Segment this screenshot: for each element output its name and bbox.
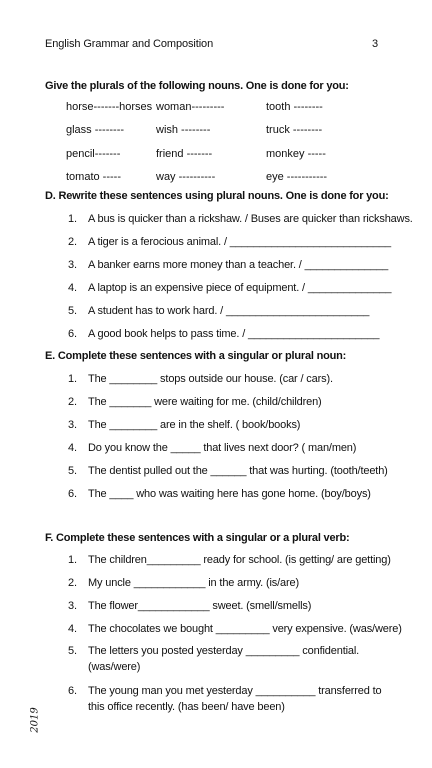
item-text: The dentist pulled out the ______ that was hurting. (tooth/teeth) (88, 465, 388, 477)
item-text: The ____ who was waiting here has gone home. (boy/boys) (88, 488, 371, 500)
item-text: My uncle ____________ in the army. (is/are) (88, 577, 300, 589)
item-text: A good book helps to pass time. / ______________________ (88, 328, 380, 340)
year-text: 2019 (29, 707, 41, 733)
item-text: A bus is quicker than a rickshaw. / Buses are quicker than rickshaws. (88, 213, 413, 225)
item-number: 5. (68, 305, 77, 317)
item-text: The flower____________ sweet. (smell/smells) (88, 600, 312, 612)
item-text: The ________ stops outside our house. (car / cars). (88, 373, 333, 385)
grid-cell: glass -------- (66, 124, 125, 137)
item-text: A tiger is a ferocious animal. / ___________________________ (88, 236, 391, 248)
item-number: 5. (68, 645, 77, 657)
item-number: 1. (68, 213, 77, 225)
item-number: 2. (68, 236, 77, 248)
section-e-item (68, 442, 356, 454)
page-number: 3 (371, 38, 378, 50)
grid-row (66, 95, 366, 119)
grid-cell: woman--------- (156, 100, 225, 113)
item-number: 3. (68, 600, 77, 612)
grid-cell: horse-------horses (66, 100, 153, 113)
item-number: 3. (68, 419, 77, 431)
section-f-item (68, 600, 311, 612)
grid-cell: pencil------- (66, 147, 121, 160)
item-number: 6. (68, 685, 77, 697)
item-number: 6. (68, 488, 77, 500)
grid-cell: truck -------- (266, 124, 323, 137)
grid-cell: monkey ----- (266, 147, 326, 160)
grid-cell: way ---------- (156, 171, 216, 184)
item-text: The chocolates we bought _________ very expensive. (was/were) (88, 623, 402, 635)
page-header (45, 38, 378, 50)
item-number: 3. (68, 259, 77, 271)
section-d-item (68, 236, 391, 248)
grid-row (66, 166, 366, 190)
item-text: A laptop is an expensive piece of equipment. / ______________ (88, 282, 392, 294)
grid-cell: friend ------- (156, 147, 213, 160)
section-e-item (68, 419, 300, 431)
item-text: The ________ are in the shelf. ( book/books) (88, 419, 301, 431)
item-number: 2. (68, 396, 77, 408)
section-e-heading: E. Complete these sentences with a singular or plural noun: (45, 350, 347, 362)
grid-cell: eye ----------- (266, 171, 328, 184)
plural-nouns-heading: Give the plurals of the following nouns. One is done for you: (45, 80, 349, 92)
item-text: The young man you met yesterday __________ transferred to this office recently. (has been/ have been) (88, 685, 382, 713)
item-text: A banker earns more money than a teacher. / ______________ (88, 259, 389, 271)
item-number: 1. (68, 554, 77, 566)
item-text: A student has to work hard. / ________________________ (88, 305, 370, 317)
section-d-item (68, 259, 388, 271)
item-text: The _______ were waiting for me. (child/children) (88, 396, 322, 408)
item-number: 5. (68, 465, 77, 477)
item-text: Do you know the _____ that lives next door? ( man/men) (88, 442, 357, 454)
item-text: The children_________ ready for school. (is getting/ are getting) (88, 554, 391, 566)
grid-row (66, 142, 366, 166)
plural-nouns-grid (66, 95, 366, 189)
section-d-item (68, 328, 379, 340)
section-f-item (68, 554, 391, 566)
section-f-item (68, 643, 388, 675)
section-f-item (68, 623, 402, 635)
section-f-heading: F. Complete these sentences with a singular or a plural verb: (45, 532, 350, 544)
section-d-item (68, 282, 391, 294)
grid-cell: tooth -------- (266, 100, 323, 113)
section-e-item (68, 465, 388, 477)
margin-year (20, 700, 50, 740)
item-number: 6. (68, 328, 77, 340)
section-d-item (68, 213, 413, 225)
section-e-item (68, 373, 333, 385)
section-e-item (68, 488, 371, 500)
grid-row (66, 119, 366, 143)
section-e-item (68, 396, 322, 408)
section-f-item (68, 577, 299, 589)
section-f-item (68, 683, 388, 715)
grid-cell: wish -------- (156, 124, 211, 137)
book-title: English Grammar and Composition (45, 38, 214, 50)
section-d-heading: D. Rewrite these sentences using plural nouns. One is done for you: (45, 190, 389, 202)
section-d-item (68, 305, 369, 317)
item-number: 4. (68, 623, 77, 635)
item-text: The letters you posted yesterday _________ confidential. (was/were) (88, 645, 360, 673)
grid-cell: tomato ----- (66, 171, 121, 184)
item-number: 2. (68, 577, 77, 589)
item-number: 4. (68, 282, 77, 294)
item-number: 1. (68, 373, 77, 385)
item-number: 4. (68, 442, 77, 454)
